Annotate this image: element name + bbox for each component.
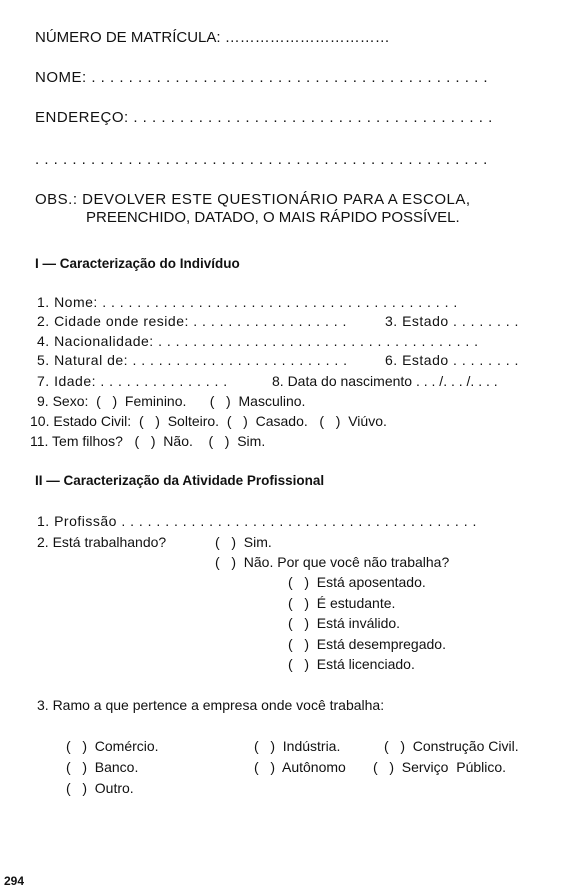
ramo-outro: ( ) Outro. [66,780,134,796]
q8-data-nascimento: 8. Data do nascimento . . . /. . . /. . . . [272,373,498,389]
q4-nacionalidade: 4. Nacionalidade: . . . . . . . . . . . . . . . . . . . . . . . . . . . . . . . . . . . . . [37,333,479,349]
reason-estudante: ( ) É estudante. [288,595,396,611]
q9-sexo: 9. Sexo: ( ) Feminino. ( ) Masculino. [37,393,306,409]
endereco-field: ENDEREÇO: . . . . . . . . . . . . . . . . . . . . . . . . . . . . . . . . . . . . . . . [35,109,493,126]
endereco-continuation: . . . . . . . . . . . . . . . . . . . . . . . . . . . . . . . . . . . . . . . . . . . . . . . . . [35,151,488,168]
reason-invalido: ( ) Está inválido. [288,615,401,631]
ramo-industria: ( ) Indústria. [254,738,341,754]
obs-line-1: OBS.: DEVOLVER ESTE QUESTIONÁRIO PARA A ESCOLA, [35,191,471,208]
reason-desempregado: ( ) Está desempregado. [288,636,446,652]
q6-estado: 6. Estado . . . . . . . . [385,352,519,368]
section-2-title: II — Caracterização da Atividade Profissional [35,473,325,488]
q7-idade: 7. Idade: . . . . . . . . . . . . . . . [37,373,228,389]
s2-q1-profissao: 1. Profissão . . . . . . . . . . . . . . . . . . . . . . . . . . . . . . . . . . . . . . . . . [37,513,477,529]
nome-field: NOME: . . . . . . . . . . . . . . . . . . . . . . . . . . . . . . . . . . . . . . . . . . . [35,69,489,86]
matricula-field: NÚMERO DE MATRÍCULA: …………………………… [35,29,390,46]
q1-nome: 1. Nome: . . . . . . . . . . . . . . . . . . . . . . . . . . . . . . . . . . . . . . . . . [37,294,458,310]
reason-aposentado: ( ) Está aposentado. [288,574,426,590]
ramo-autonomo: ( ) Autônomo [254,759,346,775]
ramo-banco: ( ) Banco. [66,759,139,775]
q11-filhos: 11. Tem filhos? ( ) Não. ( ) Sim. [30,433,266,449]
ramo-comercio: ( ) Comércio. [66,738,159,754]
ramo-construcao: ( ) Construção Civil. [384,738,519,754]
s2-q3-ramo: 3. Ramo a que pertence a empresa onde você trabalha: [37,697,385,713]
s2-q2-trabalhando: 2. Está trabalhando? [37,534,167,550]
q2-cidade: 2. Cidade onde reside: . . . . . . . . . . . . . . . . . . [37,313,347,329]
reason-licenciado: ( ) Está licenciado. [288,656,415,672]
q10-estado-civil: 10. Estado Civil: ( ) Solteiro. ( ) Casado. ( ) Viúvo. [30,413,387,429]
q3-estado: 3. Estado . . . . . . . . [385,313,519,329]
page-number: 294 [4,874,25,888]
obs-line-2: PREENCHIDO, DATADO, O MAIS RÁPIDO POSSÍVEL. [86,209,460,226]
q5-natural: 5. Natural de: . . . . . . . . . . . . . . . . . . . . . . . . . [37,352,348,368]
s2-q2-sim: ( ) Sim. [215,534,272,550]
section-1-title: I — Caracterização do Indivíduo [35,256,240,271]
s2-q2-nao: ( ) Não. Por que você não trabalha? [215,554,450,570]
ramo-servico-publico: ( ) Serviço Público. [373,759,507,775]
